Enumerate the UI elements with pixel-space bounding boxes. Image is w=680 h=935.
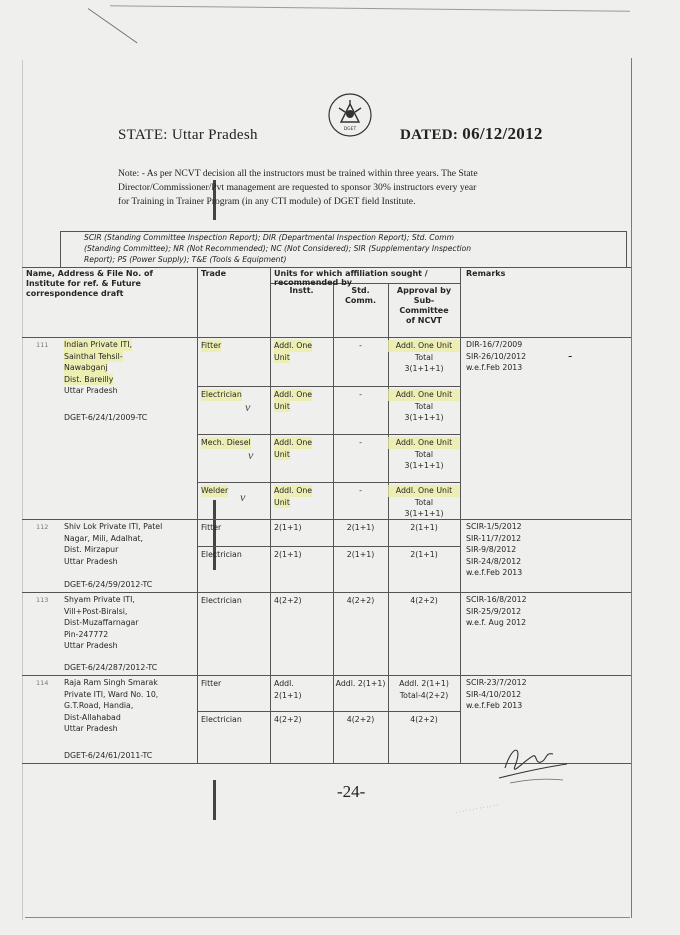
instt-units: 4(2+2) <box>274 596 302 605</box>
emblem-logo-icon <box>327 92 373 138</box>
remark-line: SIR-24/8/2012 <box>466 556 522 566</box>
frame-right-edge <box>631 58 632 918</box>
std-comm-units: - <box>359 341 362 350</box>
ncvt-approval: Total-4(2+2) <box>399 690 449 700</box>
table-rule <box>270 267 271 763</box>
institute-file-number: DGET-6/24/61/2011-TC <box>64 751 153 760</box>
institute-file-number: DGET-6/24/287/2012-TC <box>64 663 158 672</box>
institute-name-line: Shyam Private ITI, <box>64 595 135 604</box>
trade-name: Electrician <box>201 390 242 399</box>
trade-name: Electrician <box>201 550 242 559</box>
trade-name: Welder <box>201 486 229 495</box>
remark-line: SIR-9/8/2012 <box>466 545 517 554</box>
trade-name: Fitter <box>201 679 222 688</box>
header-std-comm: Std. <box>351 286 370 295</box>
remark-line: w.e.f.Feb 2013 <box>466 568 523 577</box>
ncvt-approval: Addl. One Unit <box>388 485 460 497</box>
institute-name-line: Nawabganj <box>64 363 108 372</box>
table-rule <box>22 267 631 268</box>
instt-units: Addl. One <box>274 341 313 350</box>
table-rule <box>197 711 460 712</box>
remark-line: w.e.f.Feb 2013 <box>466 363 523 372</box>
table-rule <box>22 519 270 520</box>
institute-name-line: Dist-Allahabad <box>64 712 121 722</box>
ncvt-approval: 3(1+1+1) <box>404 413 444 422</box>
institute-name-line: Shiv Lok Private ITI, Patel <box>64 522 163 531</box>
std-comm-units: - <box>359 486 362 495</box>
remark-line: SCIR-16/8/2012 <box>466 595 527 604</box>
dated-label: DATED: <box>400 127 459 143</box>
header-name: Name, Address & File No. of <box>26 269 153 278</box>
remark-line: SIR-26/10/2012 <box>466 351 527 361</box>
ncvt-approval: Total <box>414 401 434 411</box>
table-rule <box>460 267 461 763</box>
table-rule <box>197 546 460 547</box>
table-rule <box>22 592 270 593</box>
instructor-training-note <box>118 167 598 209</box>
institute-name-line: Indian Private ITI, <box>64 340 133 349</box>
ncvt-approval: 3(1+1+1) <box>404 364 444 373</box>
institute-name-line: Private ITI, Ward No. 10, <box>64 689 159 699</box>
institute-name-line: G.T.Road, Handia, <box>64 701 134 710</box>
trade-name: Fitter <box>201 341 222 350</box>
header-approval: Committee <box>399 306 449 315</box>
table-rule <box>22 763 270 764</box>
institute-name-line: Nagar, Mili, Adalhat, <box>64 533 144 543</box>
table-rule <box>60 231 61 267</box>
header-units: recommended by <box>274 278 353 287</box>
table-rule <box>270 592 631 593</box>
note-line: Note: - As per NCVT decision all the instructors must be trained within three years. The State <box>118 168 478 179</box>
header-name: Institute for ref. & Future <box>26 279 141 288</box>
abbreviation-line: Report); PS (Power Supply); T&E (Tools & Equipment) <box>84 255 287 264</box>
instt-units: Unit <box>274 497 290 507</box>
instt-units: 2(1+1) <box>274 690 302 700</box>
ncvt-approval: Addl. 2(1+1) <box>399 679 449 688</box>
institute-file-number: DGET-6/24/1/2009-TC <box>64 413 148 422</box>
row-serial-number: 113 <box>36 596 49 604</box>
institute-name-line: Dist. Mirzapur <box>64 545 119 554</box>
remark-line: SIR-4/10/2012 <box>466 689 522 699</box>
header-name: correspondence draft <box>26 289 124 298</box>
frame-top-edge <box>110 5 630 11</box>
institute-name-line: Dist. Bareilly <box>64 374 114 384</box>
remark-line: w.e.f.Feb 2013 <box>466 701 523 710</box>
instt-units: 2(1+1) <box>274 523 302 532</box>
handwritten-tick-mark: v <box>245 400 251 414</box>
remark-line: SCIR-1/5/2012 <box>466 522 522 531</box>
header-trade: Trade <box>201 269 227 278</box>
std-comm-units: - <box>359 390 362 399</box>
institute-name-line: Pin-247772 <box>64 629 109 639</box>
std-comm-units: 2(1+1) <box>346 523 375 532</box>
remark-line: DIR-16/7/2009 <box>466 340 523 349</box>
ncvt-approval: 4(2+2) <box>410 596 438 605</box>
trade-name: Electrician <box>201 715 242 724</box>
logo-caption: DGET <box>343 127 357 132</box>
table-rule <box>22 337 631 338</box>
trade-name: Electrician <box>201 596 242 605</box>
institute-name-line: Uttar Pradesh <box>64 724 118 733</box>
ncvt-approval: Total <box>414 497 434 507</box>
ncvt-approval: 4(2+2) <box>410 715 438 724</box>
header-std-comm: Comm. <box>344 296 377 305</box>
note-line: Director/Commissioner/Pvt management are requested to sponsor 30% instructors every year <box>118 182 477 193</box>
row-serial-number: 112 <box>36 523 49 531</box>
table-rule <box>270 763 631 764</box>
remark-line: w.e.f. Aug 2012 <box>466 618 527 627</box>
instt-units: Addl. One <box>274 390 313 399</box>
table-rule <box>270 675 631 676</box>
stamp-impression: . . . . . . . . . . . . . <box>454 801 499 815</box>
frame-left-edge <box>22 60 23 920</box>
ncvt-approval: Total <box>414 352 434 362</box>
institute-name-line: Uttar Pradesh <box>64 641 118 650</box>
header-instt: Instt. <box>289 286 314 295</box>
ncvt-approval: 2(1+1) <box>410 523 438 532</box>
std-comm-units: 4(2+2) <box>346 596 375 605</box>
ncvt-approval: Addl. One Unit <box>388 437 460 449</box>
table-rule <box>197 482 460 483</box>
instt-units: Unit <box>274 449 290 459</box>
abbreviation-line: SCIR (Standing Committee Inspection Report); DIR (Departmental Inspection Report); Std. Comm <box>84 233 455 242</box>
institute-name-line: Uttar Pradesh <box>64 556 118 566</box>
ncvt-approval: Total <box>414 449 434 459</box>
remark-line: SCIR-23/7/2012 <box>466 678 527 687</box>
header-approval: of NCVT <box>406 316 442 325</box>
corner-fold-line <box>88 8 138 43</box>
abbreviation-line: (Standing Committee); NR (Not Recommended); NC (Not Considered); SIR (Supplementary Inspection <box>84 244 472 253</box>
official-signature <box>485 738 575 798</box>
dated-field <box>400 124 543 144</box>
header-approval: Approval by <box>396 286 452 295</box>
institute-name-line: Sainthal Tehsil- <box>64 351 123 361</box>
row-serial-number: 114 <box>36 679 49 687</box>
instt-units: Unit <box>274 352 290 362</box>
ncvt-approval: 3(1+1+1) <box>404 461 444 470</box>
table-rule <box>22 675 270 676</box>
ncvt-approval: 3(1+1+1) <box>404 509 444 518</box>
institute-name-line: Dist-Muzaffarnagar <box>64 618 139 627</box>
instt-units: 2(1+1) <box>274 550 302 559</box>
frame-bottom-edge <box>25 917 630 918</box>
row-serial-number: 111 <box>36 341 49 349</box>
handwritten-tick-mark: v <box>240 490 246 504</box>
institute-name-line: Uttar Pradesh <box>64 386 118 395</box>
table-rule <box>197 434 460 435</box>
instt-units: Addl. One <box>274 438 313 447</box>
std-comm-units: - <box>359 438 362 447</box>
handwritten-tick-mark: v <box>248 448 254 462</box>
ncvt-approval: Addl. One Unit <box>388 389 460 401</box>
binder-hole-mark <box>213 780 216 820</box>
header-approval: Sub- <box>413 296 435 305</box>
trade-name: Mech. Diesel <box>201 438 251 447</box>
instt-units: 4(2+2) <box>274 715 302 724</box>
instt-units: Addl. One <box>274 486 313 495</box>
dated-value: 06/12/2012 <box>462 124 543 143</box>
institute-name-line: Vill+Post-Biralsi, <box>64 606 128 616</box>
header-units: Units for which affiliation sought / <box>274 269 428 278</box>
ncvt-approval: Addl. One Unit <box>388 340 460 352</box>
institute-name-line: Raja Ram Singh Smarak <box>64 678 158 687</box>
table-rule <box>197 386 460 387</box>
institute-file-number: DGET-6/24/59/2012-TC <box>64 580 153 589</box>
std-comm-units: 2(1+1) <box>346 550 375 559</box>
note-line: for Training in Trainer Program (in any CTI module) of DGET field Institute. <box>118 196 416 207</box>
trade-name: Fitter <box>201 523 222 532</box>
margin-dash-mark: - <box>568 349 573 363</box>
std-comm-units: Addl. 2(1+1) <box>335 679 386 688</box>
std-comm-units: 4(2+2) <box>346 715 375 724</box>
table-rule <box>197 267 198 763</box>
remark-line: SIR-11/7/2012 <box>466 533 522 543</box>
state-title: STATE: Uttar Pradesh <box>118 127 258 143</box>
instt-units: Addl. <box>274 679 294 688</box>
page-number: -24- <box>337 782 366 801</box>
remark-line: SIR-25/9/2012 <box>466 606 522 616</box>
header-remarks: Remarks <box>466 269 506 278</box>
instt-units: Unit <box>274 401 290 411</box>
ncvt-approval: 2(1+1) <box>410 550 438 559</box>
